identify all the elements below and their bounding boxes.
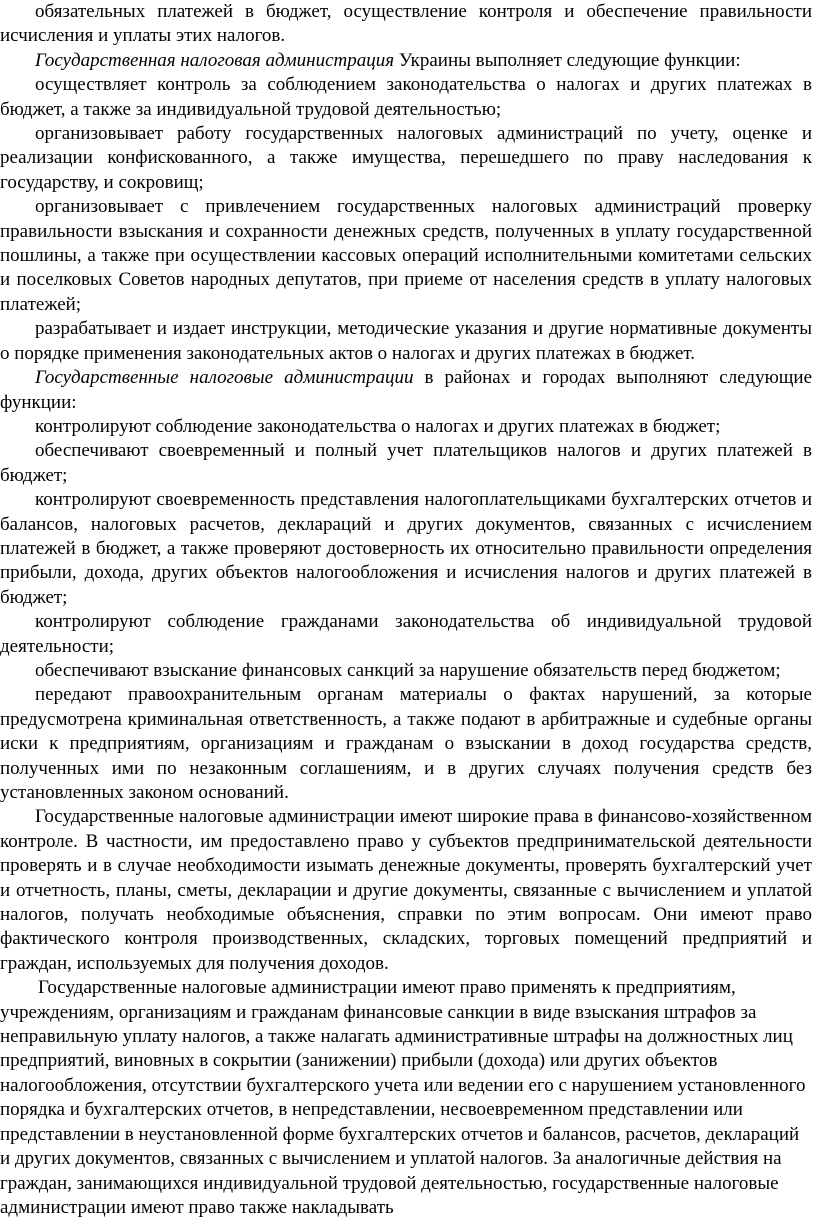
para-district-admin-heading: Государственные налоговые администрации в районах и городах выполняют следующие функции: — [0, 367, 812, 413]
para-function-instructions: разрабатывает и издает инструкции, методические указания и другие нормативные документы о порядке применения законодательных актов о налогах и других платежах в бюджет. — [0, 318, 812, 364]
para-broad-rights: Государственные налоговые администрации имеют широкие права в финансово-хозяйственном контроле. В частности, им предоставлено право у субъектов предпринимательской деятельности проверять и в случае необходимости изымать денежные документы, проверять бухгалтерский учет и отчетность, планы, сметы, декларации и другие документы, связанные с вычислением и уплатой налогов, получать необходимые объяснения, справки по этим вопросам. Они имеют право фактического контроля производственных, складских, торговых помещений предприятий и граждан, используемых для получения доходов. — [0, 806, 812, 974]
para-district-registration: обеспечивают своевременный и полный учет плательщиков налогов и других платежей в бюджет; — [0, 440, 812, 486]
para-state-admin-functions-heading: Государственная налоговая администрация Украины выполняет следующие функции: — [35, 49, 741, 71]
para-district-reports: контролируют своевременность представления налогоплательщиками бухгалтерских отчетов и балансов, налоговых расчетов, деклараций и других документов, связанных с исчислением платежей в бюджет, а также проверяют достоверность их относительно правильности определения прибыли, дохода, других объектов налогообложения и исчисления налогов и других платежей в бюджет; — [0, 489, 812, 608]
para-district-individual-activity: контролируют соблюдение гражданами законодательства об индивидуальной трудовой деятельности; — [0, 611, 812, 657]
para-district-law-enforcement: передают правоохранительным органам материалы о фактах нарушений, за которые предусмотрена криминальная ответственность, а также подают в арбитражные и судебные органы иски к предприятиям, организациям и гражданам о взыскании в доход государства средств, полученных ими по незаконным соглашениям, и в других случаях получения средств без установленных законом оснований. — [0, 684, 812, 803]
italic-term: Государственная налоговая администрация — [35, 49, 395, 71]
italic-term: Государственные налоговые администрации — [35, 367, 414, 389]
para-function-confiscated: организовывает работу государственных налоговых администраций по учету, оценке и реализации конфискованного, а также имущества, перешедшего по праву наследования к государству, и сокровищ; — [0, 123, 812, 193]
para-intro-continuation: обязательных платежей в бюджет, осуществление контроля и обеспечение правильности исчисления и уплаты этих налогов. — [0, 1, 812, 47]
para-financial-sanctions: Государственные налоговые администрации имеют право применять к предприятиям, учреждениям, организациям и гражданам финансовые санкции в виде взыскания штрафов за неправильную уплату налогов, а также налагать административные штрафы на должностных лиц предприятий, виновных в сокрытии (занижении) прибыли (дохода) или других объектов налогообложения, отсутствии бухгалтерского учета или ведении его с нарушением установленного порядка и бухгалтерских отчетов, в непредставлении, несвоевременном представлении или представлении в неустановленной форме бухгалтерских отчетов и балансов, расчетов, деклараций и других документов, связанных с вычислением и уплатой налогов. За аналогичные действия на граждан, занимающихся индивидуальной трудовой деятельностью, государственные налоговые администрации имеют право также накладывать — [0, 977, 806, 1218]
para-district-control-legislation: контролируют соблюдение законодательства о налогах и других платежах в бюджет; — [35, 415, 721, 437]
para-function-verification: организовывает с привлечением государственных налоговых администраций проверку правильности взыскания и сохранности денежных средств, полученных в уплату государственной пошлины, а также при осуществлении кассовых операций исполнительными комитетами сельских и поселковых Советов народных депутатов, при приеме от населения средств в уплату налоговых платежей; — [0, 196, 812, 315]
para-district-sanctions: обеспечивают взыскание финансовых санкций за нарушение обязательств перед бюджетом; — [35, 659, 781, 681]
para-function-control: осуществляет контроль за соблюдением законодательства о налогах и других платежах в бюджет, а также за индивидуальной трудовой деятельностью; — [0, 74, 812, 120]
